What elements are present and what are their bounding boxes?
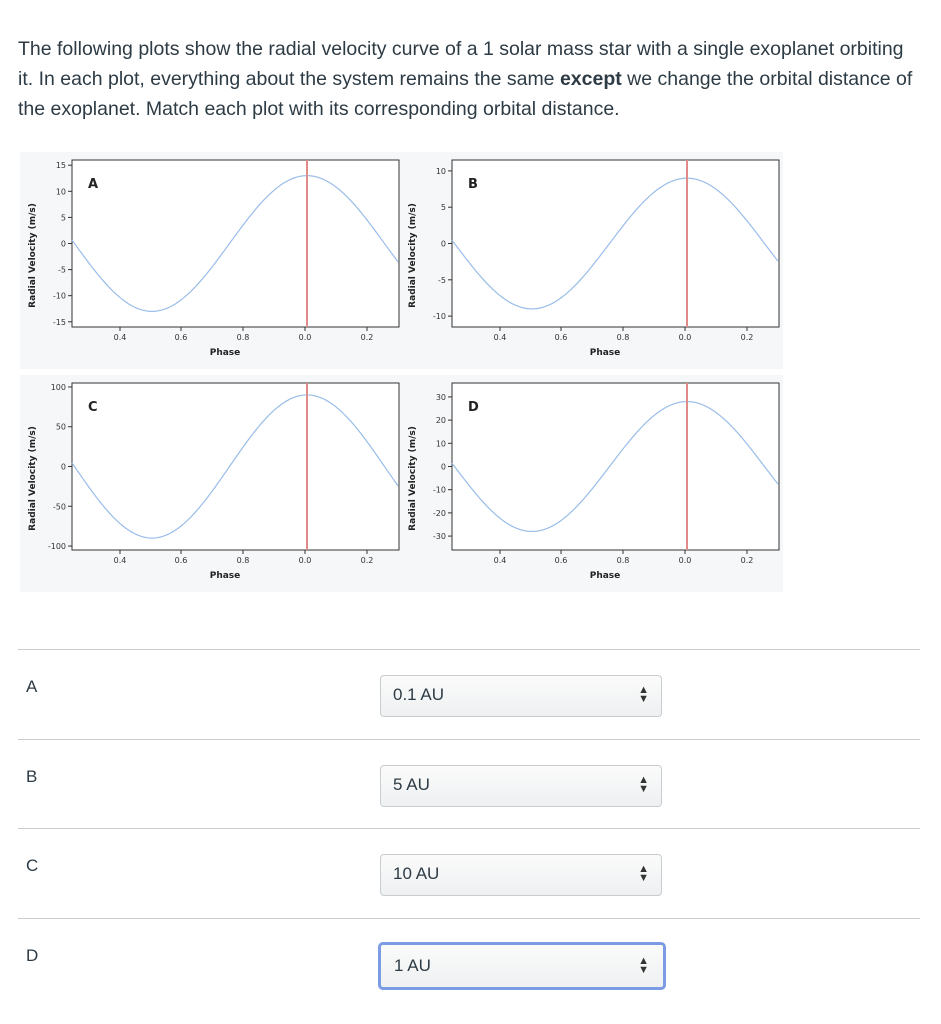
- panel-letter: C: [88, 400, 98, 415]
- select-arrows-icon: ▲ ▼: [638, 774, 649, 795]
- y-tick-label: 20: [435, 416, 446, 426]
- y-tick-label: -10: [52, 291, 66, 301]
- selected-value: 0.1 AU: [393, 685, 445, 704]
- y-tick-label: 50: [55, 422, 66, 432]
- row-label: A: [26, 677, 38, 696]
- y-axis-label: Radial Velocity (m/s): [28, 426, 38, 531]
- y-axis-label: Radial Velocity (m/s): [408, 426, 418, 531]
- x-tick-label: 0.4: [493, 556, 507, 565]
- match-row-c: [18, 828, 920, 917]
- match-row-a: [18, 649, 920, 738]
- y-tick-label: -30: [432, 532, 446, 542]
- match-row-b: [18, 739, 920, 828]
- y-axis-label: Radial Velocity (m/s): [408, 203, 418, 308]
- x-axis-label: Phase: [209, 571, 241, 581]
- panel-letter: D: [468, 400, 479, 415]
- x-tick-label: 0.2: [740, 556, 754, 565]
- rv-chart-svg: [20, 152, 403, 369]
- y-tick-label: 15: [55, 161, 66, 171]
- x-tick-label: 0.2: [740, 333, 754, 342]
- x-axis-label: Phase: [589, 348, 621, 358]
- x-tick-label: 0.8: [236, 556, 250, 565]
- x-tick-label: 0.2: [360, 333, 374, 342]
- row-label: D: [26, 946, 39, 965]
- x-tick-label: 0.8: [616, 556, 630, 565]
- y-tick-label: 100: [50, 382, 66, 392]
- plot-frame: [452, 160, 779, 327]
- y-tick-label: -100: [47, 542, 66, 552]
- x-tick-label: 0.6: [554, 333, 568, 342]
- y-tick-label: 0: [440, 239, 446, 249]
- y-tick-label: 5: [60, 213, 66, 223]
- plot-a: [20, 152, 403, 369]
- plot-d: [400, 375, 783, 592]
- y-tick-label: -20: [432, 508, 446, 518]
- y-tick-label: 10: [55, 187, 66, 197]
- rv-chart-svg: [400, 152, 783, 369]
- x-tick-label: 0.8: [236, 333, 250, 342]
- x-axis-label: Phase: [209, 348, 241, 358]
- y-tick-label: -5: [58, 265, 66, 275]
- y-tick-label: -50: [52, 502, 66, 512]
- x-tick-label: 0.4: [113, 333, 127, 342]
- question-text: [18, 34, 918, 124]
- y-tick-label: 0: [440, 462, 446, 472]
- question-part-2: we change the orbital distance of the exoplanet. Match each plot with its corresponding orbital distance.: [18, 68, 913, 120]
- y-tick-label: 5: [440, 203, 446, 213]
- x-tick-label: 0.4: [113, 556, 127, 565]
- x-axis-label: Phase: [589, 571, 621, 581]
- x-tick-label: 0.2: [360, 556, 374, 565]
- question-emphasis: except: [559, 68, 622, 90]
- rv-chart-svg: [20, 375, 403, 592]
- y-tick-label: 0: [60, 462, 66, 472]
- x-tick-label: 0.0: [678, 333, 692, 342]
- select-arrows-icon: ▲ ▼: [638, 684, 649, 705]
- distance-select-d[interactable]: [378, 942, 666, 990]
- row-label: B: [26, 767, 38, 786]
- distance-select-a[interactable]: [380, 675, 662, 717]
- select-arrows-icon: ▲ ▼: [638, 863, 649, 884]
- x-tick-label: 0.6: [174, 333, 188, 342]
- rv-chart-svg: [400, 375, 783, 592]
- x-tick-label: 0.0: [298, 556, 312, 565]
- distance-select-b[interactable]: [380, 765, 662, 807]
- plot-frame: [72, 160, 399, 327]
- x-tick-label: 0.6: [174, 556, 188, 565]
- plot-b: [400, 152, 783, 369]
- y-tick-label: -15: [52, 317, 66, 327]
- y-tick-label: 10: [435, 166, 446, 176]
- y-axis-label: Radial Velocity (m/s): [28, 203, 38, 308]
- panel-letter: B: [468, 177, 478, 192]
- plot-c: [20, 375, 403, 592]
- row-label: C: [26, 856, 39, 875]
- y-tick-label: -10: [432, 312, 446, 322]
- select-arrows-icon: ▲ ▼: [638, 955, 649, 976]
- x-tick-label: 0.0: [678, 556, 692, 565]
- distance-select-c[interactable]: [380, 854, 662, 896]
- match-row-d: [18, 918, 920, 1007]
- selected-value: 10 AU: [393, 864, 440, 883]
- selected-value: 1 AU: [394, 956, 431, 975]
- y-tick-label: -5: [438, 275, 446, 285]
- panel-letter: A: [88, 177, 99, 192]
- x-tick-label: 0.0: [298, 333, 312, 342]
- x-tick-label: 0.8: [616, 333, 630, 342]
- x-tick-label: 0.4: [493, 333, 507, 342]
- question-part-1: The following plots show the radial velocity curve of a 1 solar mass star with a single exoplanet orbiting it. In each plot, everything about the system remains the same: [18, 38, 904, 90]
- y-tick-label: 0: [60, 239, 66, 249]
- selected-value: 5 AU: [393, 775, 430, 794]
- y-tick-label: 10: [435, 439, 446, 449]
- y-tick-label: -10: [432, 485, 446, 495]
- x-tick-label: 0.6: [554, 556, 568, 565]
- y-tick-label: 30: [435, 392, 446, 402]
- plot-frame: [452, 383, 779, 550]
